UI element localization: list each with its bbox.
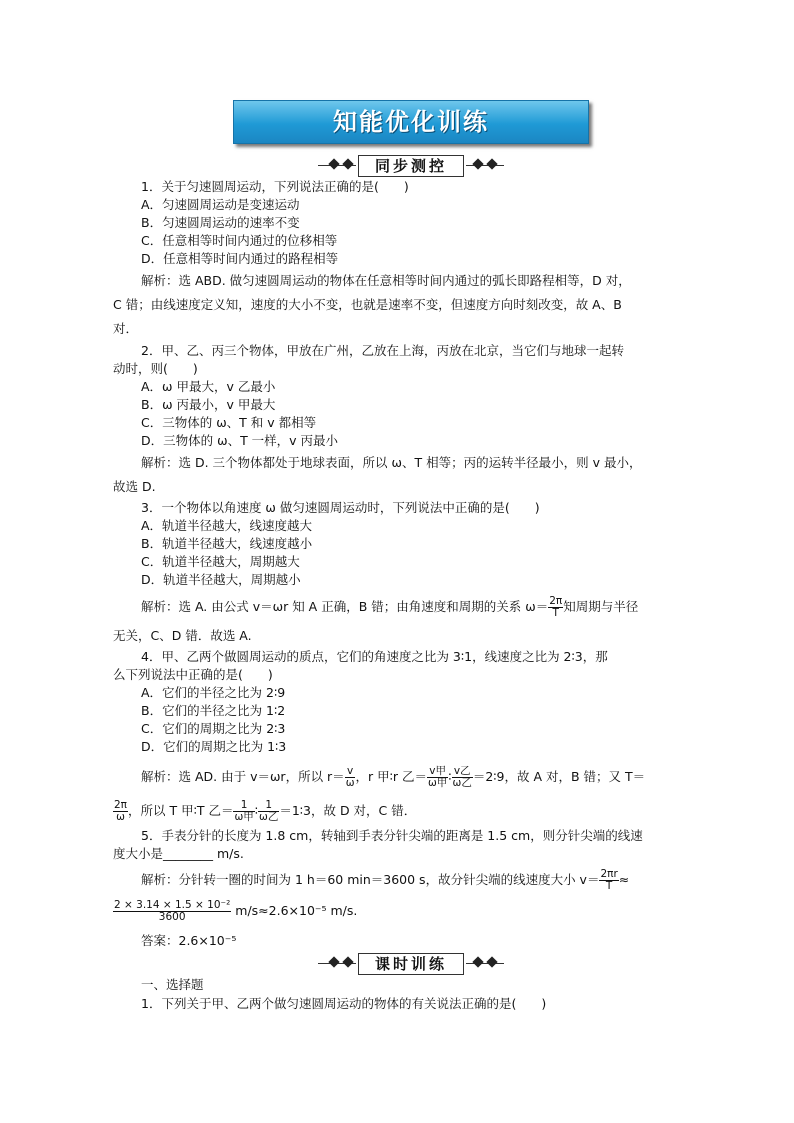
solution-line: 对． xyxy=(113,321,139,336)
option-c: C．三物体的 ω、T 和 v 都相等 xyxy=(141,415,317,430)
fraction xyxy=(427,766,448,789)
fraction xyxy=(548,596,563,619)
fraction-denominator: ω甲 xyxy=(427,777,448,789)
solution-text: 解析：选 AD. 由于 v＝ωr，所以 r＝ xyxy=(141,769,345,784)
solution-text: ，所以 T 甲∶T 乙＝ xyxy=(128,803,234,818)
diamond-icon xyxy=(342,158,353,169)
solution-text: ∶ xyxy=(448,769,452,784)
option-d: D．任意相等时间内通过的路程相等 xyxy=(141,251,339,266)
option-a: A．它们的半径之比为 2∶9 xyxy=(141,685,286,700)
option-a: A．轨道半径越大，线速度越大 xyxy=(141,518,313,533)
option-d: D．三物体的 ω、T 一样，v 丙最小 xyxy=(141,433,339,448)
fraction xyxy=(233,800,254,823)
fraction-numerator: v甲 xyxy=(427,766,448,778)
banner-title: 知能优化训练 xyxy=(333,108,489,136)
fraction-numerator: 1 xyxy=(233,800,254,812)
diamond-icon xyxy=(342,956,353,967)
fraction-numerator: 2πr xyxy=(600,868,618,880)
solution-text: 知周期与半径 xyxy=(563,599,639,614)
fraction-denominator: ω乙 xyxy=(452,777,472,789)
solution-line: 解析：选 ABD. 做匀速圆周运动的物体在任意相等时间内通过的弧长即路程相等，D 对， xyxy=(141,273,631,288)
fraction-numerator: 1 xyxy=(258,800,279,812)
fraction-denominator: ω xyxy=(345,777,355,789)
option-b: B．匀速圆周运动的速率不变 xyxy=(141,215,300,230)
part-heading: 一、选择题 xyxy=(141,977,204,992)
solution-line: 无关，C、D 错．故选 A. xyxy=(113,628,252,643)
title-banner xyxy=(233,100,589,144)
fraction-numerator: v乙 xyxy=(452,766,473,778)
diamond-icon xyxy=(328,956,339,967)
solution-line xyxy=(141,766,645,789)
fraction-numerator: v xyxy=(345,766,356,778)
option-d: D．它们的周期之比为 1∶3 xyxy=(141,739,287,754)
section-rule-right xyxy=(466,963,504,964)
fraction-denominator: T xyxy=(552,607,559,619)
fraction-denominator: T xyxy=(605,880,613,892)
option-c: C．轨道半径越大，周期越大 xyxy=(141,554,300,569)
question-1: 1．关于匀速圆周运动，下列说法正确的是( ) xyxy=(141,179,409,194)
fraction-numerator: 2 × 3.14 × 1.5 × 10⁻² xyxy=(114,899,231,911)
question-2-cont: 动时，则( ) xyxy=(113,361,198,376)
solution-text: ＝1∶3，故 D 对，C 错． xyxy=(279,803,417,818)
fraction xyxy=(599,869,618,892)
fraction xyxy=(258,800,279,823)
question-k1: 1．下列关于甲、乙两个做匀速圆周运动的物体的有关说法正确的是( ) xyxy=(141,996,547,1011)
fraction xyxy=(113,900,231,923)
section-rule-right xyxy=(466,165,504,166)
fraction xyxy=(345,766,356,789)
option-b: B．轨道半径越大，线速度越小 xyxy=(141,536,313,551)
question-5: 5．手表分针的长度为 1.8 cm，转轴到手表分针尖端的距离是 1.5 cm，则分针尖端的线速 xyxy=(141,828,643,843)
section-header-tongbu xyxy=(0,155,794,177)
fraction-denominator: ω xyxy=(116,811,125,823)
question-4-cont: 么下列说法中正确的是( ) xyxy=(113,667,273,682)
fraction-denominator: ω甲 xyxy=(234,811,254,823)
fraction-numerator: 2π xyxy=(549,595,563,607)
diamond-icon xyxy=(486,956,497,967)
option-d: D．轨道半径越大，周期越小 xyxy=(141,572,301,587)
diamond-icon xyxy=(328,158,339,169)
fraction-denominator: ω乙 xyxy=(259,811,279,823)
option-c: C．它们的周期之比为 2∶3 xyxy=(141,721,286,736)
section-title: 课时训练 xyxy=(358,953,464,975)
option-c: C．任意相等时间内通过的位移相等 xyxy=(141,233,338,248)
section-title: 同步测控 xyxy=(358,155,464,177)
fraction xyxy=(113,800,128,823)
answer-line: 答案：2.6×10⁻⁵ xyxy=(141,933,237,948)
question-2: 2．甲、乙、丙三个物体，甲放在广州，乙放在上海，丙放在北京，当它们与地球一起转 xyxy=(141,343,624,358)
solution-text: m/s≈2.6×10⁻⁵ m/s. xyxy=(235,903,358,918)
section-header-keshi xyxy=(0,953,794,975)
question-4: 4．甲、乙两个做圆周运动的质点，它们的角速度之比为 3∶1，线速度之比为 2∶3，那 xyxy=(141,649,608,664)
option-b: B．ω 丙最小，v 甲最大 xyxy=(141,397,276,412)
question-3: 3．一个物体以角速度 ω 做匀速圆周运动时，下列说法中正确的是( ) xyxy=(141,500,540,515)
solution-text: 解析：选 A. 由公式 v＝ωr 知 A 正确，B 错；由角速度和周期的关系 ω＝ xyxy=(141,599,549,614)
solution-text: 解析：分针转一圈的时间为 1 h＝60 min＝3600 s，故分针尖端的线速度大小 v＝ xyxy=(141,872,600,887)
option-a: A．匀速圆周运动是变速运动 xyxy=(141,197,300,212)
solution-line xyxy=(113,900,357,923)
solution-text: ＝2∶9，故 A 对，B 错；又 T＝ xyxy=(472,769,646,784)
option-a: A．ω 甲最大，v 乙最小 xyxy=(141,379,276,394)
solution-line xyxy=(113,800,416,823)
diamond-icon xyxy=(472,158,483,169)
question-5-cont: 度大小是________ m/s. xyxy=(113,846,244,861)
fraction-denominator: 3600 xyxy=(158,911,186,923)
solution-line xyxy=(141,596,638,619)
option-b: B．它们的半径之比为 1∶2 xyxy=(141,703,286,718)
solution-text: ，r 甲∶r 乙＝ xyxy=(355,769,427,784)
diamond-icon xyxy=(486,158,497,169)
fraction xyxy=(452,766,473,789)
solution-line: 故选 D. xyxy=(113,479,156,494)
fraction-numerator: 2π xyxy=(114,799,128,811)
solution-line: 解析：选 D. 三个物体都处于地球表面，所以 ω、T 相等；丙的运转半径最小，则 v 最小， xyxy=(141,455,642,470)
solution-line: C 错；由线速度定义知，速度的大小不变，也就是速率不变，但速度方向时刻改变，故 A、B xyxy=(113,297,622,312)
solution-text: ∶ xyxy=(254,803,259,818)
solution-line xyxy=(141,869,629,892)
diamond-icon xyxy=(472,956,483,967)
solution-text: ≈ xyxy=(618,872,630,887)
